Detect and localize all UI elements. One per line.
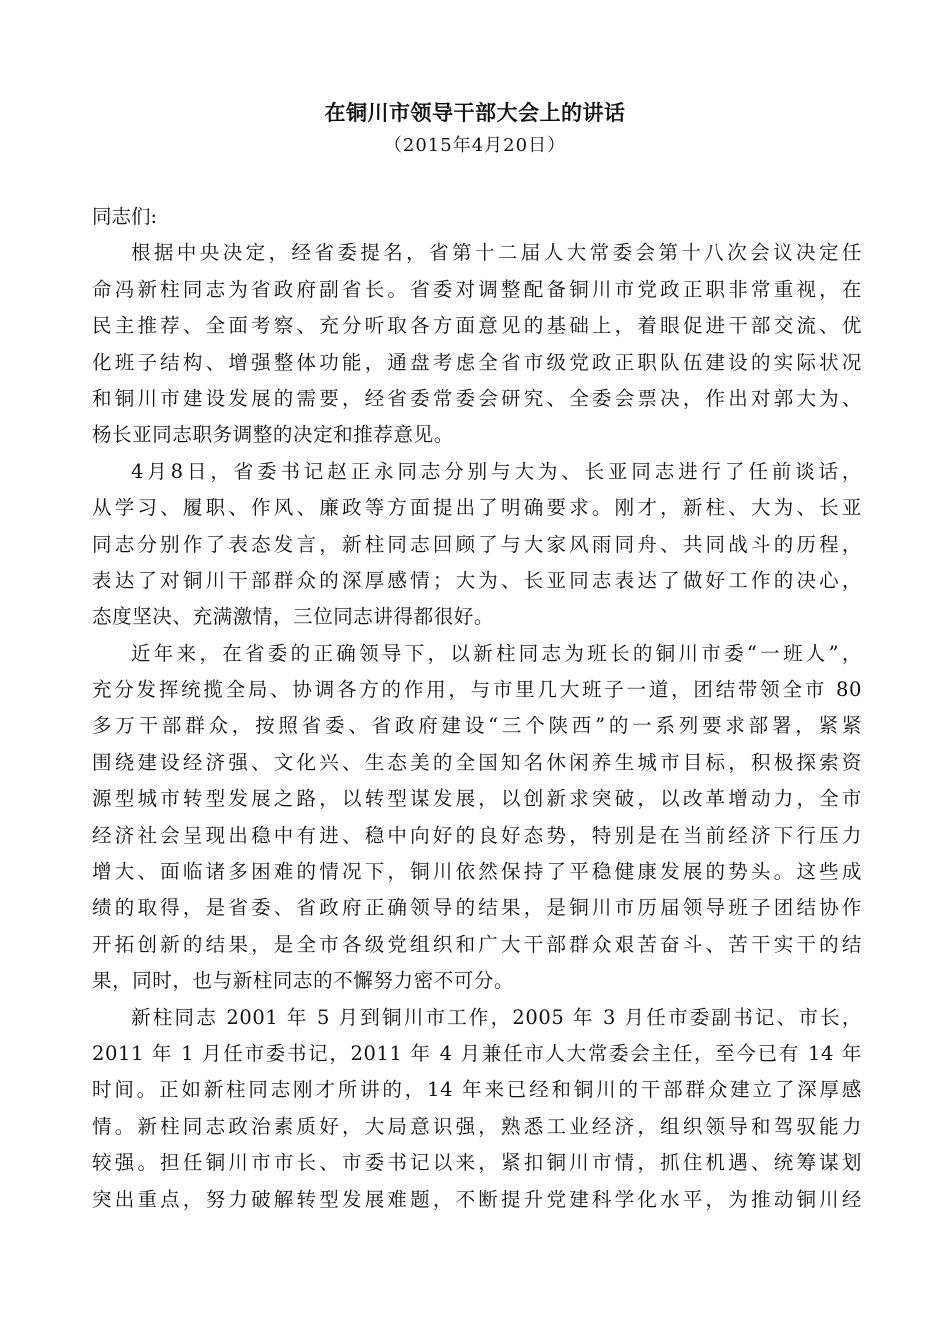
paragraph-line: 增大、面临诸多困难的情况下，铜川依然保持了平稳健康发展的势头。这些成	[92, 860, 862, 884]
paragraph-line: 较强。担任铜川市市长、市委书记以来，紧扣铜川市情，抓住机遇、统筹谋划	[92, 1151, 862, 1175]
paragraph-line: 命冯新柱同志为省政府副省长。省委对调整配备铜川市党政正职非常重视，在	[92, 277, 862, 301]
salutation: 同志们:	[92, 205, 158, 228]
paragraph-line: 近年来，在省委的正确领导下，以新柱同志为班长的铜川市委“一班人”，	[131, 641, 862, 665]
paragraph-line: 态度坚决、充满激情，三位同志讲得都很好。	[92, 605, 495, 629]
paragraph-line: 围绕建设经济强、文化兴、生态美的全国知名休闲养生城市目标，积极探索资	[92, 750, 862, 774]
paragraph-line: 经济社会呈现出稳中有进、稳中向好的良好态势，特别是在当前经济下行压力	[92, 823, 862, 847]
paragraph-line: 表达了对铜川干部群众的深厚感情；大为、长亚同志表达了做好工作的决心，	[92, 568, 862, 592]
paragraph-line: 2011 年 1 月任市委书记，2011 年 4 月兼任市人大常委会主任，至今已有 14 年	[92, 1041, 862, 1065]
paragraph-line: 根据中央决定，经省委提名，省第十二届人大常委会第十八次会议决定任	[131, 241, 862, 265]
paragraph-line: 开拓创新的结果，是全市各级党组织和广大干部群众艰苦奋斗、苦干实干的结	[92, 932, 862, 956]
paragraph-line: 果，同时，也与新柱同志的不懈努力密不可分。	[92, 969, 515, 993]
paragraph	[92, 636, 862, 1000]
paragraph-line: 4月8日，省委书记赵正永同志分别与大为、长亚同志进行了任前谈话，	[131, 459, 862, 483]
paragraph	[92, 235, 862, 453]
paragraph-line: 源型城市转型发展之路，以转型谋发展，以创新求突破，以改革增动力，全市	[92, 787, 862, 811]
document-title: 在铜川市领导干部大会上的讲话	[324, 100, 626, 125]
paragraph	[92, 1000, 862, 1218]
paragraph-line: 时间。正如新柱同志刚才所讲的，14 年来已经和铜川的干部群众建立了深厚感	[92, 1078, 862, 1102]
paragraph-line: 新柱同志 2001 年 5 月到铜川市工作，2005 年 3 月任市委副书记、市长，	[131, 1005, 862, 1029]
document-body	[92, 199, 862, 1218]
paragraph-line: 民主推荐、全面考察、充分听取各方面意见的基础上，着眼促进干部交流、优	[92, 314, 862, 338]
document-date: （2015年4月20日）	[383, 135, 567, 156]
paragraph-line: 和铜川市建设发展的需要，经省委常委会研究、全委会票决，作出对郭大为、	[92, 386, 862, 410]
paragraph	[92, 454, 862, 636]
paragraph-line: 充分发挥统揽全局、协调各方的作用，与市里几大班子一道，团结带领全市 80	[92, 678, 862, 702]
paragraph-line: 情。新柱同志政治素质好，大局意识强，熟悉工业经济，组织领导和驾驭能力	[92, 1114, 862, 1138]
paragraph-line: 同志分别作了表态发言，新柱同志回顾了与大家风雨同舟、共同战斗的历程，	[92, 532, 862, 556]
paragraph-line: 多万干部群众，按照省委、省政府建设“三个陕西”的一系列要求部署，紧紧	[92, 714, 862, 738]
paragraph-list	[92, 235, 862, 1218]
paragraph-line: 突出重点，努力破解转型发展难题，不断提升党建科学化水平，为推动铜川经	[92, 1187, 862, 1211]
paragraph-line: 从学习、履职、作风、廉政等方面提出了明确要求。刚才，新柱、大为、长亚	[92, 496, 862, 520]
paragraph-line: 化班子结构、增强整体功能，通盘考虑全省市级党政正职队伍建设的实际状况	[92, 350, 862, 374]
paragraph-line: 绩的取得，是省委、省政府正确领导的结果，是铜川市历届领导班子团结协作	[92, 896, 862, 920]
paragraph-line: 杨长亚同志职务调整的决定和推荐意见。	[92, 423, 454, 447]
